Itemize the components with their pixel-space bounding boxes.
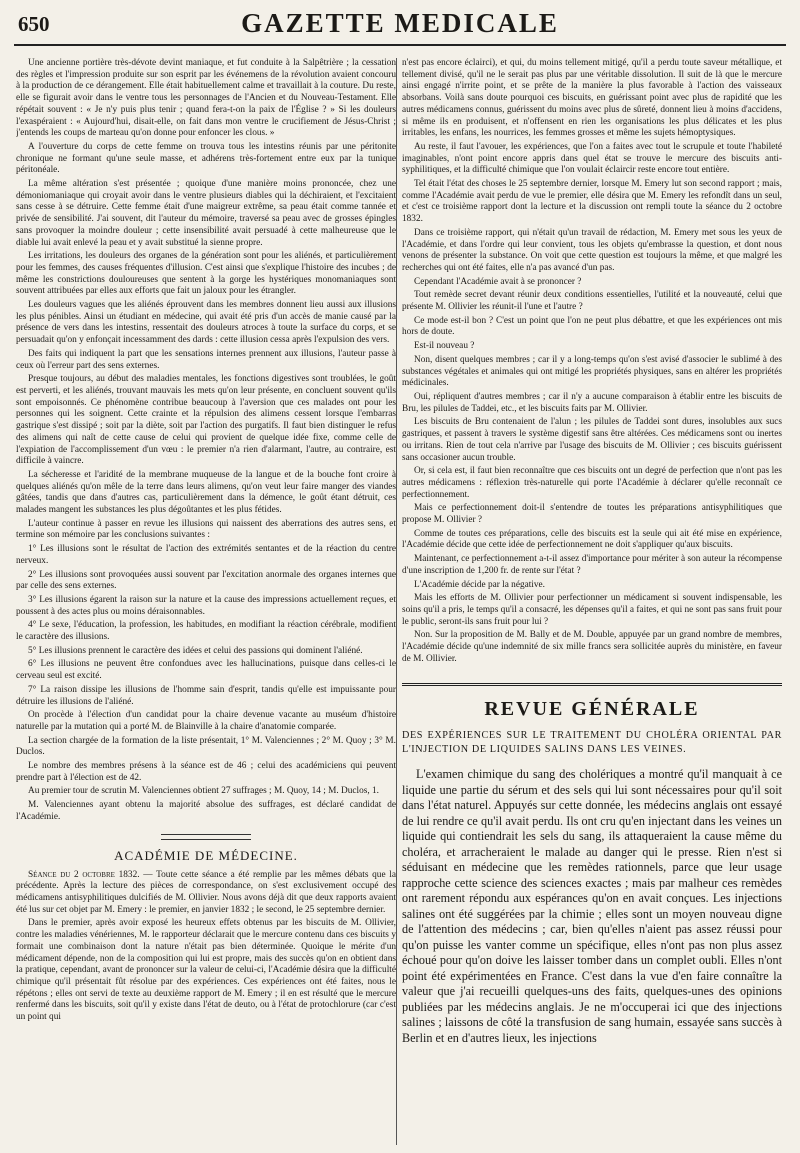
section-rule — [402, 683, 782, 686]
paragraph: Mais les efforts de M. Ollivier pour perfectionner un médicament si souvent indispensable, les soins qu'il a pris, le temps qu'il a consacré, les dépenses qu'il a faites, et qui ne sont pas sans fruit pour le public, seront-ils sans fruit pour lui ? — [402, 593, 782, 627]
revue-subtitle: DES EXPÉRIENCES SUR LE TRAITEMENT DU CHOLÉRA ORIENTAL PAR L'INJECTION DE LIQUIDES SALINS DANS LES VEINES. — [402, 730, 782, 756]
revue-paragraph: L'examen chimique du sang des cholériques a montré qu'il manquait à ce liquide une partie du sérum et des sels qui lui sont nécessaires pour qu'il soit dans l'état naturel. Appuyés sur cette donnée, les médecins anglais ont essayé de lui rendre ce qu'il avait perdu. Ils ont cru qu'en injectant dans les veines un liquide qui contiendrait les sels du sang, ils attaqueraient la cause même du choléra, et arracheraient le malade au danger qui le presse. Rien n'est si séduisant en médecine que les remèdes rationnels, parce que leur usage rapproche cette science des sciences exactes ; mais par malheur ces remèdes ont rarement répondu aux espérances qu'on en avait conçues. Les injections salines ont été suggérées par la chimie ; elles sont un moyen nouveau digne de l'attention des médecins ; car, bien qu'elles n'aient pas assez réussi pour qu'on puisse les vanter comme un spécifique, elles n'ont pas non plus assez échoué pour qu'on doive les laisser tomber dans un complet oubli. Elles n'ont point été expérimentées en France. C'est dans la vue d'en faire connaître la valeur que j'ai recueilli quelques-uns des faits, quelques-unes des opinions publiées par les médecins anglais. Je ne m'occuperai ici que des injections salines ; laissons de côté la transfusion de sang humain, essayée sans succès à Berlin et en d'autres lieux, les injections — [402, 767, 782, 1045]
journal-title: GAZETTE MEDICALE — [241, 8, 559, 38]
section-title: ACADÉMIE DE MÉDECINE. — [114, 847, 298, 863]
right-column — [402, 58, 782, 1147]
paragraph: Non, disent quelques membres ; car il y a long-temps qu'on s'est avisé d'associer le sublimé à des substances végétales et animales qui ont mitigé les propriétés physiques, sans en altérer les propriétés médicinales. — [402, 354, 782, 389]
conclusion-item: 6° Les illusions ne peuvent être confondues avec les hallucinations, puisque dans celles-ci le cerveau seul est excité. — [16, 659, 396, 682]
paragraph: Une ancienne portière très-dévote devint maniaque, et fut conduite à la Salpêtrière ; la cessation des règles et l'impression produite sur son esprit par les événemens de la révolution avaient concouru à la production de ce dérangement. Elle était habituellement calme et travaillait à la couture. Du reste, elle se figurait avoir dans le ventre tous les personnages de l'Ancien et du Nouveau-Testament. Elle répétait souvent : « Je n'y puis plus tenir ; quand fera-t-on la paix de l'Église ? » Si les douleurs l'exaspéraient : « Aujourd'hui, disait-elle, on fait dans mon ventre le crucifiement de Jésus-Christ ; j'entends les coups de marteau qu'on donne pour enfoncer les clous. » — [16, 58, 396, 139]
paragraph: Dans ce troisième rapport, qui n'était qu'un travail de rédaction, M. Emery met sous les yeux de l'Académie, et dans l'ordre qui leur convient, tous les objets qu'embrasse la question, et dont nous venons de présenter la substance. On voit que cette question est toujours la même, et que malgré les recherches qui ont été faites, elle n'a pas avancé d'un pas. — [402, 227, 782, 273]
paragraph: Des faits qui indiquent la part que les sensations internes prennent aux illusions, l'auteur passe à ceux où l'erreur part des sens externes. — [16, 348, 396, 371]
paragraph: Le nombre des membres présens à la séance est de 46 ; celui des académiciens qui peuvent prendre part à l'élection est de 42. — [16, 761, 396, 783]
session-label: Séance du 2 octobre 1832. — [28, 869, 140, 880]
paragraph: Tout remède secret devant réunir deux conditions essentielles, l'utilité et la nouveauté, celui que présente M. Ollivier les réunit-il l'une et l'autre ? — [402, 290, 782, 313]
paragraph: Les douleurs vagues que les aliénés éprouvent dans les membres donnent lieu aussi aux illusions les plus pénibles. Ainsi un étudiant en médecine, qui avait été pris d'un accès de manie causé par la présence de vers dans les intestins, ressentait des douleurs atroces à toute la surface du corps, et se persuadait qu'on y enfonçait incessamment des dards : cette illusion cessa après l'expulsion des vers. — [16, 300, 396, 346]
paragraph: Oui, répliquent d'autres membres ; car il n'y a aucune comparaison à établir entre les biscuits de Bru, les pilules de Taddei, etc., et les biscuits faits par M. Ollivier. — [402, 391, 782, 414]
paragraph: Au premier tour de scrutin M. Valenciennes obtient 27 suffrages ; M. Quoy, 14 ; M. Duclos, 1. — [28, 786, 379, 797]
masthead — [14, 6, 786, 46]
session-text: — Toute cette séance a été remplie par les mêmes débats que la précédente. Après la lecture des pièces de correspondance, on s'est exclusivement occupé des médicamens antisyphilitiques dulcifiés de M. Ollivier. Nous avons déjà dit que deux rapports avaient été lus sur cet objet par M. Emery : le premier, en janvier 1832 ; le second, le 25 septembre dernier. — [16, 869, 396, 915]
paragraph: Ce mode est-il bon ? C'est un point que l'on ne peut plus débattre, et que les expériences ont mis hors de doute. — [402, 315, 782, 338]
paragraph: L'auteur continue à passer en revue les illusions qui naissent des aberrations des autres sens, et termine son mémoire par les conclusions suivantes : — [16, 518, 396, 541]
paragraph: Au reste, il faut l'avouer, les expériences, que l'on a faites avec tout le scrupule et toute l'habileté imaginables, n'ont point encore appris dans quel état se trouve le mercure des biscuits anti-syphilitiques, et la difficulté chimique que l'on voulait éclaircir reste encore tout entière. — [402, 141, 782, 176]
paragraph: Les irritations, les douleurs des organes de la génération sont pour les aliénés, et particulièrement pour les femmes, des causes fréquentes d'illusion. C'est ainsi que s'explique l'histoire des incubes ; de même les constrictions douloureuses que sentent à la gorge les hystériques monomaniaques sont souvent attribuées par elles aux efforts que fait un jaloux pour les étrangler. — [16, 251, 396, 297]
paragraph: Tel était l'état des choses le 25 septembre dernier, lorsque M. Emery lut son second rapport ; mais, comme l'Académie avait perdu de vue le premier, elle désira que M. Emery les refondît dans un seul, et c'est ce troisième rapport dont la lecture et la discussion ont rempli toute la séance du 2 octobre 1832. — [402, 179, 782, 225]
conclusion-item: 2° Les illusions sont provoquées aussi souvent par l'excitation anormale des organes internes que par celle des sens externes. — [16, 569, 396, 592]
paragraph: Dans le premier, après avoir exposé les heureux effets obtenus par les biscuits de M. Ollivier, contre les maladies vénériennes, M. le rapporteur déclarait que le mercure contenu dans ces biscuits y formait une combinaison dont la nature n'était pas bien déterminée. Quoique le mérite d'un médicament dépende, non de la composition qui lui est propre, mais des succès qu'on en obtient dans la pratique, cependant, avant de prononcer sur la valeur de celui-ci, l'Académie désira que la difficulté chimique qu'il présentait fût résolue par des expériences. Ces expériences ont été faites, nous le répétons ; elles ont servi de texte au deuxième rapport de M. Emery ; il en est résulté que le mercure renfermé dans les biscuits, soit qu'il y existe dans l'état de deuto, ou à l'état de protochlorure (car c'est un point qui — [16, 918, 396, 1023]
section-separator — [161, 834, 251, 840]
paragraph: Est-il nouveau ? — [414, 341, 475, 352]
paragraph: L'Académie décide par la négative. — [414, 579, 545, 590]
paragraph: La section chargée de la formation de la liste présentait, 1° M. Valenciennes ; 2° M. Quoy ; 3° M. Duclos. — [16, 735, 396, 758]
conclusion-item: 5° Les illusions prennent le caractère des idées et celui des passions qui dominent l'aliéné. — [28, 645, 363, 656]
paragraph: Comme de toutes ces préparations, celle des biscuits est la seule qui ait été mise en expérience, l'Académie décide que cette idée de perfectionnement ne doit s'appliquer qu'aux biscuits. — [402, 528, 782, 551]
conclusion-item: 4° Le sexe, l'éducation, la profession, les habitudes, en modifiant la réaction cérébrale, modifient le caractère des illusions. — [16, 620, 396, 643]
paragraph: Cependant l'Académie avait à se prononcer ? — [414, 276, 582, 287]
paragraph: La sécheresse et l'aridité de la membrane muqueuse de la langue et de la bouche font croire à quelques aliénés qu'on mêle de la terre dans leurs alimens, qu'on veut leur faire manger des viandes gâtées, tandis que dans d'autres cas, particulièrement dans la démence, le goût étant détruit, ces malades mangent les substances les plus dégoûtantes et les plus fétides. — [16, 469, 396, 516]
column-divider — [396, 58, 397, 1145]
page-number: 650 — [18, 12, 50, 36]
conclusion-item: 3° Les illusions égarent la raison sur la nature et la cause des impressions actuellement reçues, et poussent à des actes plus ou moins déraisonnables. — [16, 594, 396, 617]
paragraph: Presque toujours, au début des maladies mentales, les fonctions digestives sont troublées, le goût est perverti, et les aliénés, trouvant mauvais les mets qu'on leur présente, en concluent souvent qu'ils sont empoisonnés. Ce phénomène contribue beaucoup à l'aversion que ces malades ont pour les personnes qui les soignent. Cette crainte et la répulsion des alimens cessent lorsque l'embarras gastrique s'est dissipé ; soit par la diète, soit par l'action des purgatifs. Il faut bien distinguer le refus des alimens qui naît de cette cause de celui qui provient de quelque idée fixe, comme celle de l'expiation de l'accomplissement d'un vœu : le premier n'a rien d'alarmant, l'autre, au contraire, est difficile à vaincre. — [16, 374, 396, 467]
paragraph: n'est pas encore éclairci), et qui, du moins tellement mitigé, qu'il a perdu toute saveur métallique, et tellement divisé, qu'il ne le serait pas plus par une véritable dissolution. Il suit de là que le mercure ainsi engagé n'irrite point, et se prête de la manière la plus favorable à l'action des vaisseaux absorbans. Voilà sans doute pourquoi ces biscuits, en guérissant point avec plus de rapidité que les autres médicamens connus, guérissent du moins avec plus de sûreté, donnent lieu à moins d'accidens, si même ils en produisent, et n'offensent en rien les organisations les plus délicates et les plus irritables, les enfans, les nourrices, les femmes grosses et même les sujets hémoptysiques. — [402, 58, 782, 139]
paragraph: A l'ouverture du corps de cette femme on trouva tous les intestins réunis par une péritonite chronique ne formant qu'une seule masse, et adhérens très-fortement entre eux par la tunique péritonéale. — [16, 141, 396, 176]
paragraph: Les biscuits de Bru contenaient de l'alun ; les pilules de Taddei sont dures, insolubles aux sucs gastriques, et passent à travers le système digestif sans être altérées. Ces médicamens sont ou inertes ou irritans. Rien de tout cela n'arrive par l'usage des biscuits de M. Ollivier ; ces biscuits guérissent sans occasioner aucun trouble. — [402, 417, 782, 463]
paragraph: Maintenant, ce perfectionnement a-t-il assez d'importance pour mériter à son auteur la récompense d'une inscription de 1,200 fr. de rente sur l'état ? — [402, 554, 782, 576]
paragraph: On procède à l'élection d'un candidat pour la chaire devenue vacante au muséum d'histoire naturelle par la mutation qui a porté M. de Blainville à la chaire d'anatomie comparée. — [16, 710, 396, 732]
session-paragraph — [16, 870, 396, 917]
conclusion-item: 7° La raison dissipe les illusions de l'homme sain d'esprit, tandis qu'elle est impuissante pour détruire les illusions de l'aliéné. — [16, 684, 396, 707]
paragraph: La même altération s'est présentée ; quoique d'une manière moins prononcée, chez une démoniomaniaque qui croyait avoir dans le ventre plusieurs diables qui la déchiraient, et l'excitaient sans cesse à se détruire. Cette femme était d'une maigreur extrême, sa peau était comme tannée et privée de sensibilité. J'ai souvent, dit l'auteur du mémoire, traversé sa peau avec de grosses épingles sans provoquer la moindre douleur ; cette insensibilité avait persuadé à cette malheureuse que le diable lui avait enlevé la peau et y avait substitué la sienne propre. — [16, 179, 396, 248]
conclusion-item: 1° Les illusions sont le résultat de l'action des extrémités sentantes et de la réaction du centre nerveux. — [16, 544, 396, 566]
revue-title: REVUE GÉNÉRALE — [484, 698, 700, 721]
left-column — [16, 58, 396, 1147]
paragraph: M. Valenciennes ayant obtenu la majorité absolue des suffrages, est déclaré candidat de l'Académie. — [16, 800, 396, 822]
paragraph: Mais ce perfectionnement doit-il s'entendre de toutes les préparations antisyphilitiques que propose M. Ollivier ? — [402, 503, 782, 526]
paragraph: Or, si cela est, il faut bien reconnaître que ces biscuits ont un degré de perfection que n'ont pas les autres médicamens : réflexion très-naturelle qui porte l'Académie à déclarer qu'elle reconnaît ce perfectionnement. — [402, 466, 782, 500]
paragraph: Non. Sur la proposition de M. Bally et de M. Double, appuyée par un grand nombre de membres, l'Académie décide qu'une indemnité de six mille francs sera sollicitée auprès du ministère, en faveur de M. Ollivier. — [402, 630, 782, 664]
